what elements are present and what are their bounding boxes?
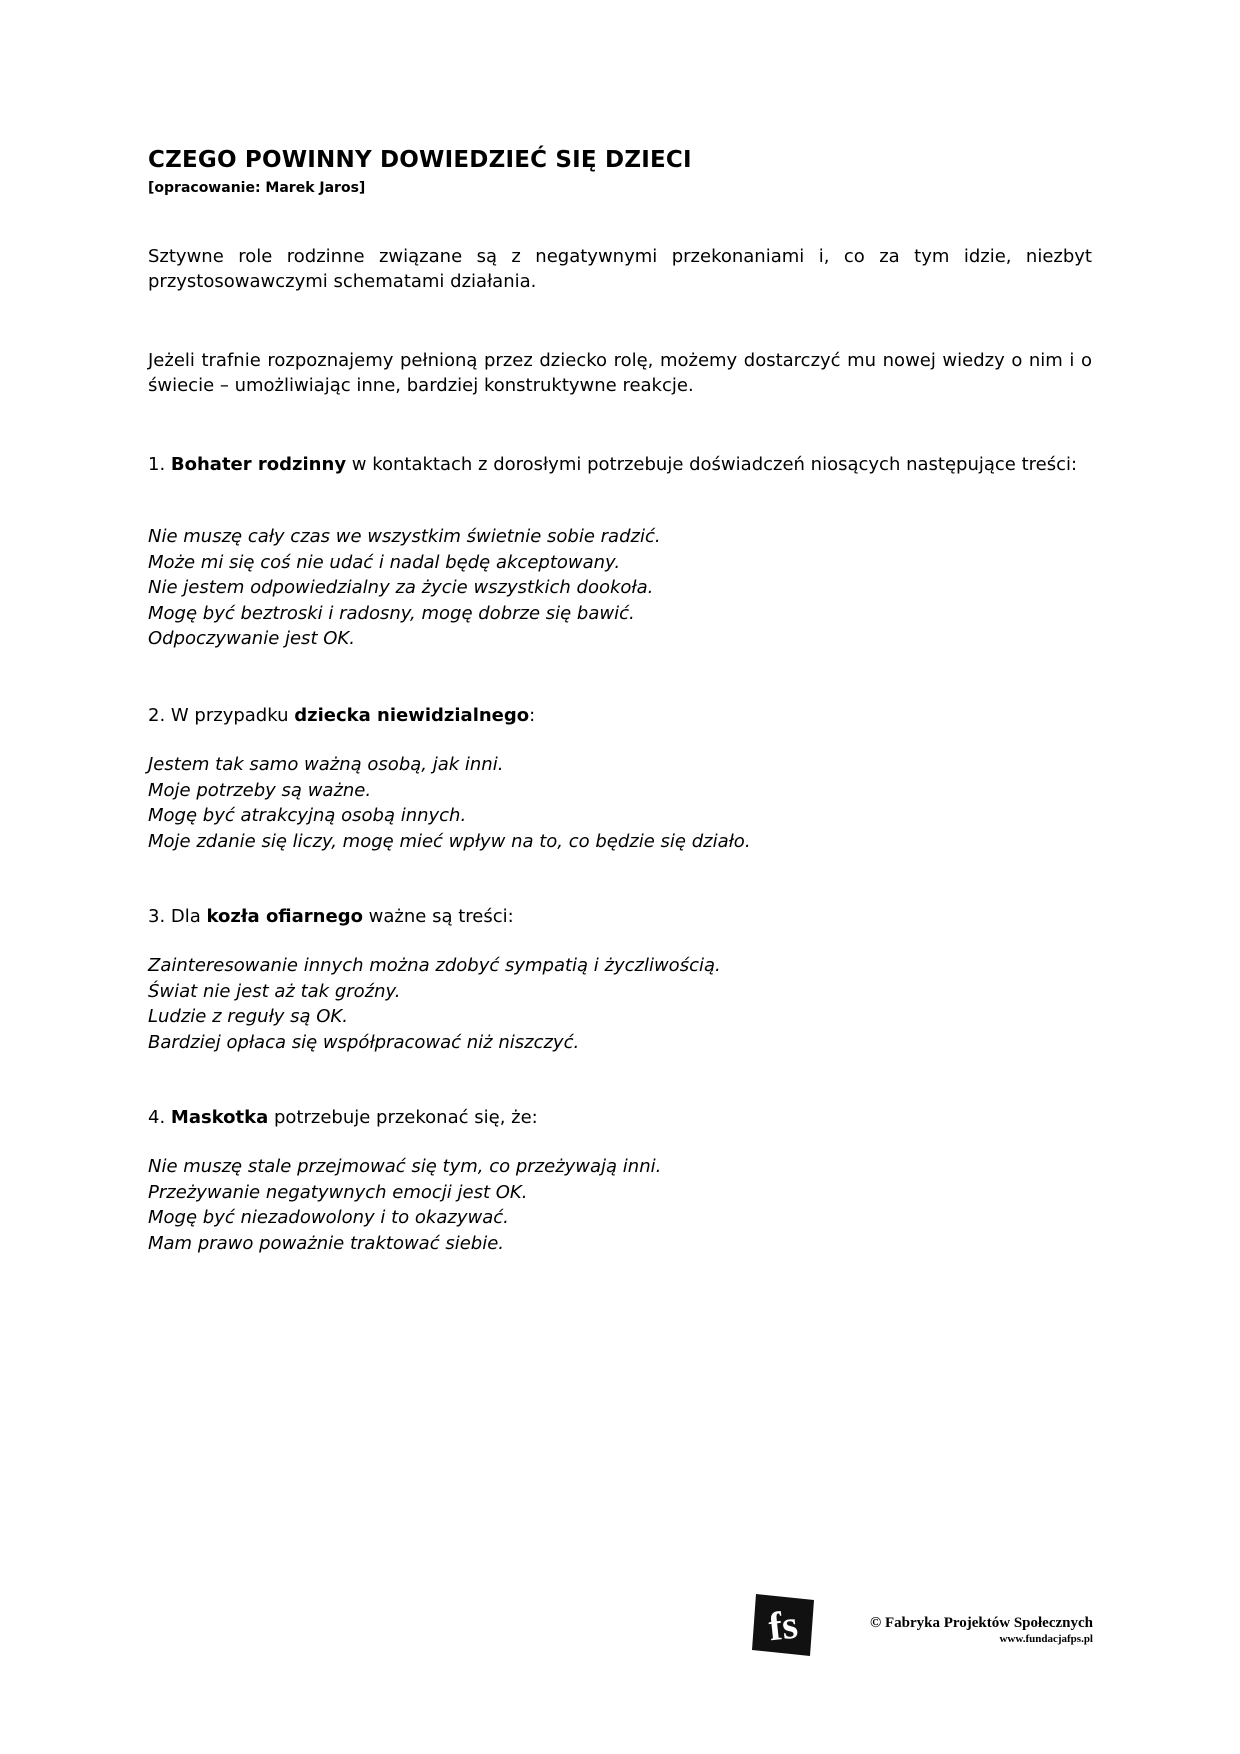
section-heading-text: potrzebuje przekonać się, że: [268, 1107, 538, 1128]
section-heading [148, 452, 1092, 477]
section-number: 1. [148, 454, 171, 475]
quote-line: Nie muszę stale przejmować się tym, co przeżywają inni. [148, 1156, 662, 1177]
section-number: 4. [148, 1107, 171, 1128]
section-heading-text: w kontaktach z dorosłymi potrzebuje doświadczeń niosących następujące treści: [346, 454, 1078, 475]
document-title: CZEGO POWINNY DOWIEDZIEĆ SIĘ DZIECI [148, 147, 692, 173]
section-quotes [148, 1154, 1092, 1256]
quote-line: Przeżywanie negatywnych emocji jest OK. [148, 1181, 528, 1203]
section-heading [148, 904, 1092, 929]
footer-copyright: © Fabryka Projektów Społecznych [869, 1615, 1093, 1631]
page-footer [750, 1592, 1100, 1662]
section-role-name: dziecka niewidzialnego [294, 705, 530, 726]
quote-line: Moje zdanie się liczy, mogę mieć wpływ na to, co będzie się działo. [148, 830, 751, 852]
section-role-name: Bohater rodzinny [170, 454, 347, 475]
section-heading-text: ważne są treści: [362, 906, 514, 927]
quote-line: Moje potrzeby są ważne. [148, 779, 372, 801]
quote-line: Bardziej opłaca się współpracować niż niszczyć. [148, 1031, 580, 1053]
quote-line: Mogę być niezadowolony i to okazywać. [148, 1207, 509, 1228]
logo-text: fs [766, 1601, 800, 1650]
intro-paragraph-1: Sztywne role rodzinne związane są z negatywnymi przekonaniami i, co za tym idzie, niezbyt przystosowawczymi schematami działania. [148, 246, 1092, 292]
footer-url: www.fundacjafps.pl [999, 1633, 1093, 1645]
section-quotes [148, 752, 1092, 854]
section-heading [148, 1105, 1092, 1130]
intro-paragraph-2: Jeżeli trafnie rozpoznajemy pełnioną przez dziecko rolę, możemy dostarczyć mu nowej wiedzy o nim i o świecie – umożliwiając inne, bardziej konstruktywne reakcje. [148, 350, 1092, 396]
quote-line: Świat nie jest aż tak groźny. [148, 980, 401, 1002]
quote-line: Nie muszę cały czas we wszystkim świetnie sobie radzić. [148, 526, 661, 547]
quote-line: Zainteresowanie innych można zdobyć sympatią i życzliwością. [148, 955, 721, 976]
section-heading [148, 703, 1092, 728]
section-role-name: Maskotka [170, 1107, 269, 1128]
quote-line: Odpoczywanie jest OK. [148, 628, 355, 649]
quote-line: Mogę być atrakcyjną osobą innych. [148, 805, 467, 826]
fps-logo [750, 1592, 816, 1658]
section-quotes [148, 953, 1092, 1055]
quote-line: Ludzie z reguły są OK. [148, 1006, 348, 1027]
quote-line: Może mi się coś nie udać i nadal będę akceptowany. [148, 551, 621, 573]
section-role-name: kozła ofiarnego [206, 906, 363, 927]
document-author: [opracowanie: Marek Jaros] [148, 180, 366, 196]
quote-line: Nie jestem odpowiedzialny za życie wszystkich dookoła. [148, 577, 654, 598]
quote-line: Jestem tak samo ważną osobą, jak inni. [148, 754, 504, 775]
section-quotes [148, 524, 1092, 652]
section-number: 2. W przypadku [148, 705, 295, 726]
quote-line: Mogę być beztroski i radosny, mogę dobrze się bawić. [148, 602, 635, 624]
section-heading-text: : [529, 705, 536, 726]
section-number: 3. Dla [148, 906, 207, 927]
quote-line: Mam prawo poważnie traktować siebie. [148, 1232, 505, 1254]
footer-text [838, 1615, 1093, 1645]
